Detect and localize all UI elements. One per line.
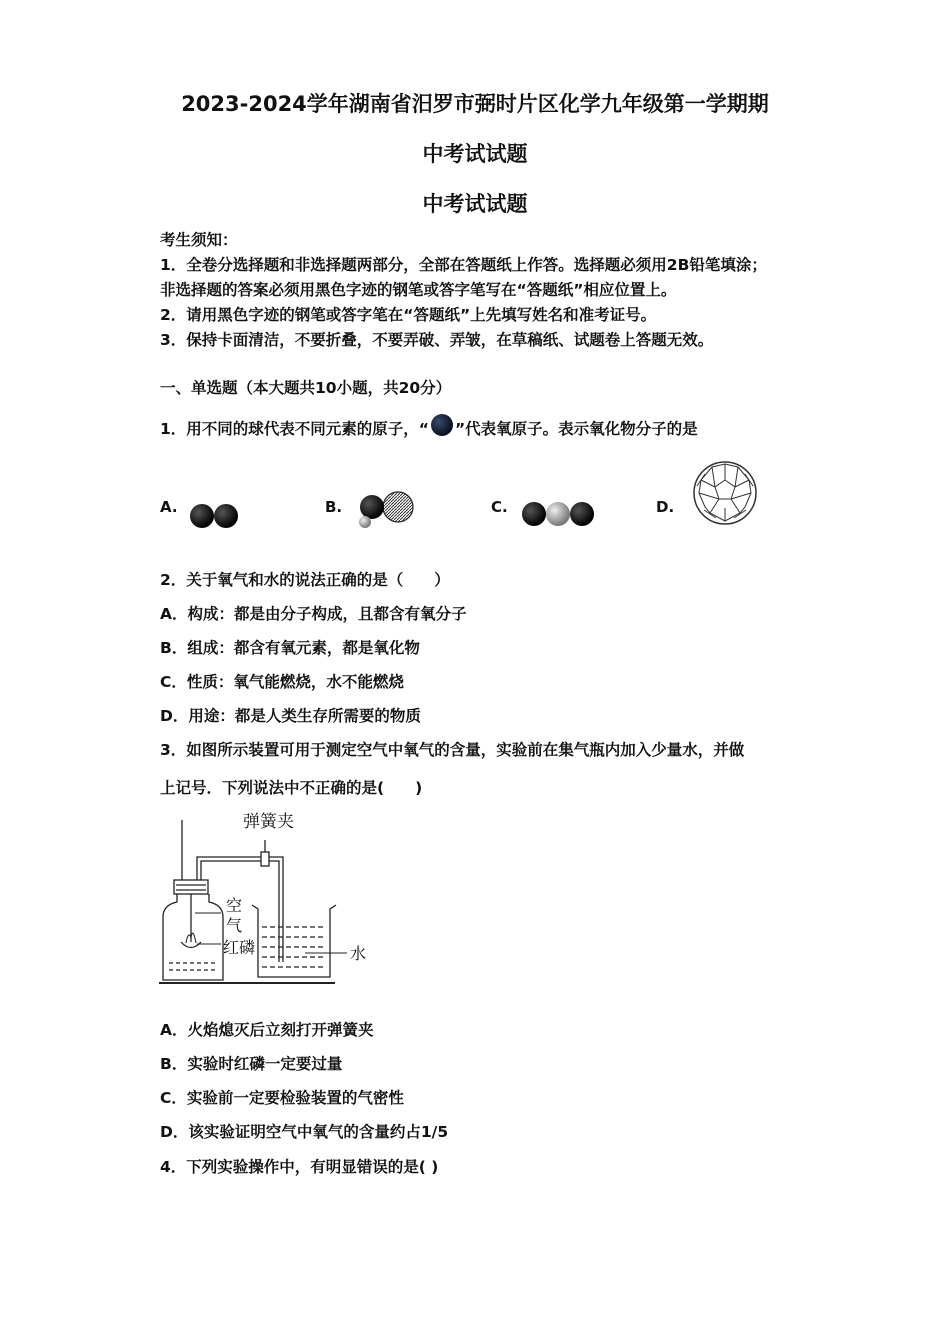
q3-option-d: D．该实验证明空气中氧气的含量约占1/5 bbox=[160, 1123, 449, 1141]
q1-stem bbox=[160, 414, 698, 439]
q2-option-a: A．构成：都是由分子构成，且都含有氧分子 bbox=[160, 605, 467, 623]
section-heading: 一、单选题（本大题共10小题，共20分） bbox=[160, 379, 452, 397]
title-line-2: 中考试试题 bbox=[422, 142, 528, 166]
label-spring-clamp: 弹簧夹 bbox=[243, 812, 294, 832]
label-red-phosphorus: 红磷 bbox=[223, 938, 256, 957]
q3-stem-1: 3．如图所示装置可用于测定空气中氧气的含量，实验前在集气瓶内加入少量水，并做 bbox=[160, 741, 745, 759]
q2-option-c: C．性质：氧气能燃烧，水不能燃烧 bbox=[160, 673, 404, 691]
q1-option-c-label: C. bbox=[491, 498, 508, 516]
q3-option-a: A．火焰熄灭后立刻打开弹簧夹 bbox=[160, 1021, 374, 1039]
q1-option-d-label: D. bbox=[656, 498, 675, 516]
q3-option-b: B．实验时红磷一定要过量 bbox=[160, 1055, 343, 1073]
oxygen-atom-icon bbox=[431, 414, 453, 436]
q2-option-d: D．用途：都是人类生存所需要的物质 bbox=[160, 707, 421, 725]
notice-item-1b: 非选择题的答案必须用黑色字迹的钢笔或答字笔写在“答题纸”相应位置上。 bbox=[160, 281, 677, 299]
q2-stem: 2．关于氧气和水的说法正确的是（ ） bbox=[160, 571, 450, 589]
notice-item-2: 2．请用黑色字迹的钢笔或答字笔在“答题纸”上先填写姓名和准考证号。 bbox=[160, 306, 657, 324]
notice-item-1a: 1．全卷分选择题和非选择题两部分，全部在答题纸上作答。选择题必须用2B铅笔填涂； bbox=[160, 256, 767, 274]
title-line-1: 2023-2024学年湖南省汨罗市弼时片区化学九年级第一学期期 bbox=[181, 92, 769, 116]
label-air-1: 空 bbox=[226, 896, 243, 915]
label-water: 水 bbox=[350, 944, 367, 963]
q1-stem-after: ”代表氧原子。表示氧化物分子的是 bbox=[454, 420, 698, 438]
q3-option-c: C．实验前一定要检验装置的气密性 bbox=[160, 1089, 404, 1107]
notice-heading: 考生须知： bbox=[160, 231, 238, 249]
q1-option-c-molecule bbox=[518, 498, 600, 530]
q1-option-b-molecule bbox=[355, 490, 417, 530]
label-air-2: 气 bbox=[226, 916, 243, 935]
q2-option-b: B．组成：都含有氧元素，都是氧化物 bbox=[160, 639, 420, 657]
q1-option-a-molecule bbox=[188, 500, 244, 532]
q3-apparatus-figure bbox=[155, 805, 380, 990]
notice-item-3: 3．保持卡面清洁，不要折叠，不要弄破、弄皱，在草稿纸、试题卷上答题无效。 bbox=[160, 331, 714, 349]
q1-stem-before: 1．用不同的球代表不同元素的原子，“ bbox=[160, 420, 429, 438]
q4-stem: 4．下列实验操作中，有明显错误的是( ) bbox=[160, 1158, 439, 1176]
title-line-3: 中考试试题 bbox=[422, 192, 528, 216]
q1-option-d-fullerene bbox=[690, 458, 760, 528]
q3-stem-2: 上记号．下列说法中不正确的是( ) bbox=[160, 779, 423, 797]
q1-option-b-label: B. bbox=[325, 498, 343, 516]
q1-option-a-label: A. bbox=[160, 498, 178, 516]
